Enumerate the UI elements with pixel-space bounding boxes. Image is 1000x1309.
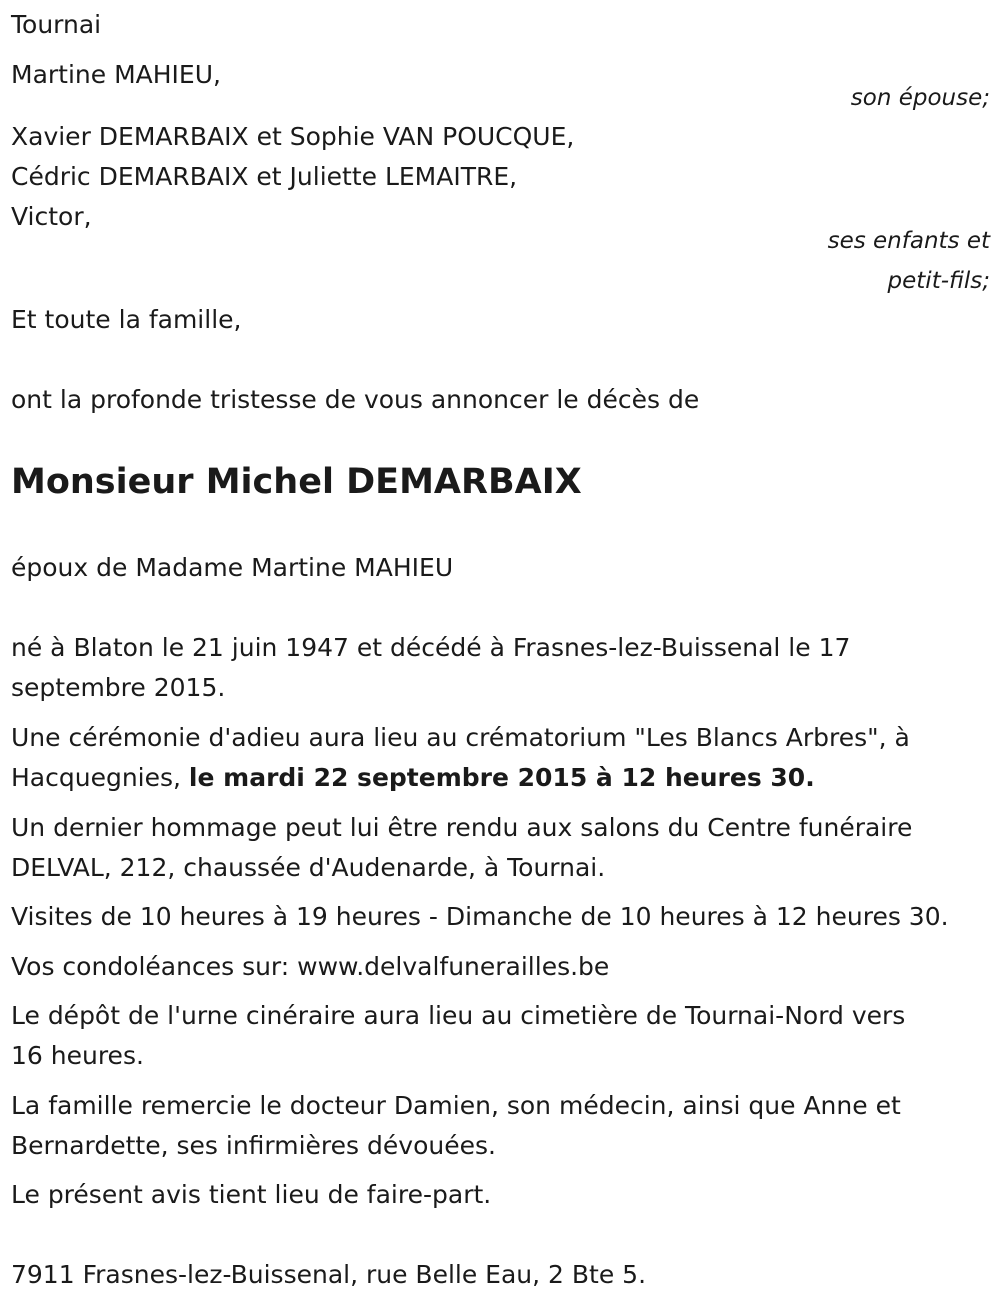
notice-text: Le présent avis tient lieu de faire-part.: [11, 1180, 492, 1209]
urn-line-2: 16 heures.: [11, 1041, 144, 1070]
tribute-line-2: DELVAL, 212, chaussée d'Audenarde, à Tournai.: [11, 853, 606, 882]
child-line-2: Cédric DEMARBAIX et Juliette LEMAITRE,: [11, 162, 518, 191]
ceremony-date: le mardi 22 septembre 2015 à 12 heures 30.: [188, 763, 815, 792]
ceremony-line-1: Une cérémonie d'adieu aura lieu au crématorium "Les Blancs Arbres", à: [11, 723, 910, 752]
tribute-line-1: Un dernier hommage peut lui être rendu aux salons du Centre funéraire: [11, 813, 913, 842]
children-role-2: petit-fils;: [887, 268, 990, 294]
child-line-3: Victor,: [11, 202, 92, 231]
ceremony-line-2: [11, 758, 815, 798]
urn-line-1: Le dépôt de l'urne cinéraire aura lieu au cimetière de Tournai-Nord vers: [11, 1001, 906, 1030]
birth-death-line-1: né à Blaton le 21 juin 1947 et décédé à Frasnes-lez-Buissenal le 17: [11, 633, 851, 662]
visits-hours: Visites de 10 heures à 19 heures - Dimanche de 10 heures à 12 heures 30.: [11, 902, 949, 931]
spouse-role: son épouse;: [850, 85, 990, 111]
deceased-name: Monsieur Michel DEMARBAIX: [11, 462, 582, 502]
spouse-name: Martine MAHIEU,: [11, 60, 221, 89]
condolences-link: Vos condoléances sur: www.delvalfunerailles.be: [11, 952, 610, 981]
thanks-line-1: La famille remercie le docteur Damien, son médecin, ainsi que Anne et: [11, 1091, 901, 1120]
family-rest: Et toute la famille,: [11, 305, 242, 334]
birth-death-line-2: septembre 2015.: [11, 673, 226, 702]
city-heading: Tournai: [11, 10, 102, 39]
thanks-line-2: Bernardette, ses infirmières dévouées.: [11, 1131, 496, 1160]
child-line-1: Xavier DEMARBAIX et Sophie VAN POUCQUE,: [11, 122, 575, 151]
children-role-1: ses enfants et: [827, 228, 990, 254]
deceased-relation: époux de Madame Martine MAHIEU: [11, 553, 454, 582]
ceremony-place: Hacquegnies,: [11, 763, 189, 792]
announcement: ont la profonde tristesse de vous annoncer le décès de: [11, 385, 700, 414]
address-text: 7911 Frasnes-lez-Buissenal, rue Belle Eau, 2 Bte 5.: [11, 1260, 647, 1289]
